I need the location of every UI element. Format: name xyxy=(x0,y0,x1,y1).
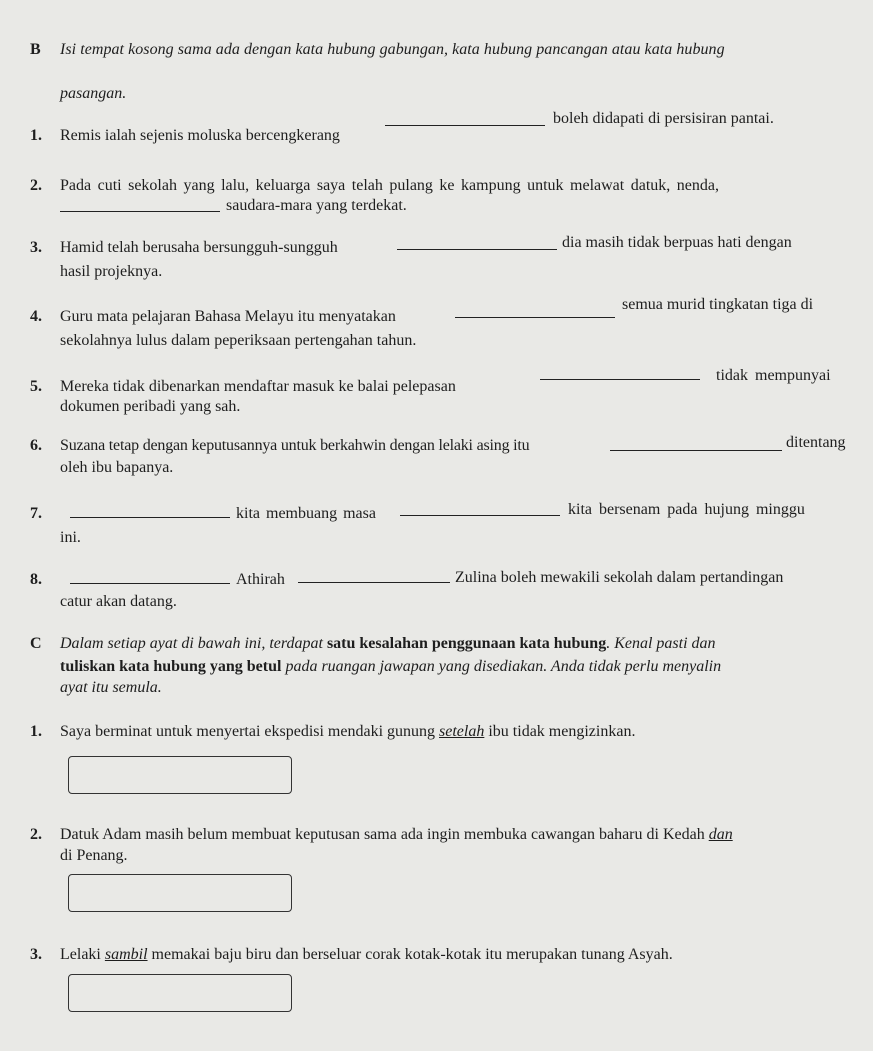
question-number: 1. xyxy=(30,723,42,740)
instruction-part: . Kenal pasti dan xyxy=(606,635,716,652)
answer-blank[interactable] xyxy=(540,379,700,380)
answer-blank[interactable] xyxy=(385,125,545,126)
question-text: Guru mata pelajaran Bahasa Melayu itu menyatakan xyxy=(60,308,396,325)
section-c-letter: C xyxy=(30,635,42,652)
question-text: dia masih tidak berpuas hati dengan xyxy=(562,234,792,251)
section-b-letter: B xyxy=(30,41,41,58)
answer-blank[interactable] xyxy=(70,517,230,518)
question-number: 6. xyxy=(30,437,42,454)
answer-blank[interactable] xyxy=(60,211,220,212)
answer-blank[interactable] xyxy=(400,515,560,516)
question-text-cont: ini. xyxy=(60,529,81,546)
question-text-cont: sekolahnya lulus dalam peperiksaan pertengahan tahun. xyxy=(60,332,417,349)
question-number: 3. xyxy=(30,946,42,963)
answer-blank[interactable] xyxy=(397,249,557,250)
question-text xyxy=(60,722,635,742)
underlined-conjunction: setelah xyxy=(439,723,485,740)
section-c-instruction-end: ayat itu semula. xyxy=(60,679,162,696)
question-text: boleh didapati di persisiran pantai. xyxy=(553,110,774,127)
question-text: tidak mempunyai xyxy=(716,367,831,384)
instruction-part: pada ruangan jawapan yang disediakan. Anda tidak perlu menyalin xyxy=(285,658,722,675)
question-text: Hamid telah berusaha bersungguh-sungguh xyxy=(60,239,338,256)
question-text: Suzana tetap dengan keputusannya untuk berkahwin dengan lelaki asing itu xyxy=(60,437,530,454)
question-number: 1. xyxy=(30,127,42,144)
question-text-cont: hasil projeknya. xyxy=(60,263,163,280)
section-b-instruction: Isi tempat kosong sama ada dengan kata hubung gabungan, kata hubung pancangan atau kata hubung xyxy=(60,41,725,58)
answer-box[interactable] xyxy=(68,756,292,794)
answer-box[interactable] xyxy=(68,974,292,1012)
underlined-conjunction: dan xyxy=(708,826,733,843)
answer-blank[interactable] xyxy=(610,450,782,451)
question-text xyxy=(60,825,733,845)
question-number: 8. xyxy=(30,571,42,588)
question-text: Remis ialah sejenis moluska bercengkerang xyxy=(60,127,340,144)
answer-box[interactable] xyxy=(68,874,292,912)
question-text: kita membuang masa xyxy=(236,505,376,522)
text-part: memakai baju biru dan berseluar corak kotak-kotak itu merupakan tunang Asyah. xyxy=(151,946,673,963)
question-text: Pada cuti sekolah yang lalu, keluarga saya telah pulang ke kampung untuk melawat datuk, nenda, xyxy=(60,177,719,194)
question-text-cont: catur akan datang. xyxy=(60,593,177,610)
question-text: saudara-mara yang terdekat. xyxy=(226,197,407,214)
answer-blank[interactable] xyxy=(70,583,230,584)
section-c-instruction-cont xyxy=(60,657,721,677)
section-c-instruction xyxy=(60,634,716,654)
answer-blank[interactable] xyxy=(298,582,450,583)
instruction-bold: satu kesalahan penggunaan kata hubung xyxy=(326,635,607,652)
question-text: kita bersenam pada hujung minggu xyxy=(568,501,805,518)
answer-blank[interactable] xyxy=(455,317,615,318)
question-text: ditentang xyxy=(786,434,846,451)
question-text: semua murid tingkatan tiga di xyxy=(622,296,814,313)
question-text-cont: oleh ibu bapanya. xyxy=(60,459,174,476)
question-text-cont: dokumen peribadi yang sah. xyxy=(60,398,241,415)
section-b-instruction-cont: pasangan. xyxy=(60,85,127,102)
question-number: 7. xyxy=(30,505,42,522)
question-number: 2. xyxy=(30,177,42,194)
question-number: 5. xyxy=(30,378,42,395)
question-text xyxy=(60,945,673,965)
question-number: 3. xyxy=(30,239,42,256)
question-text: Zulina boleh mewakili sekolah dalam pertandingan xyxy=(455,569,784,586)
question-text-cont: di Penang. xyxy=(60,847,128,864)
question-text: Athirah xyxy=(236,571,285,588)
instruction-bold: tuliskan kata hubung yang betul xyxy=(60,658,282,675)
instruction-part: Dalam setiap ayat di bawah ini, terdapat xyxy=(60,635,323,652)
text-part: ibu tidak mengizinkan. xyxy=(488,723,636,740)
text-part: Lelaki xyxy=(60,946,101,963)
text-part: Saya berminat untuk menyertai ekspedisi mendaki gunung xyxy=(60,723,436,740)
underlined-conjunction: sambil xyxy=(104,946,148,963)
question-number: 4. xyxy=(30,308,42,325)
text-part: Datuk Adam masih belum membuat keputusan sama ada ingin membuka cawangan baharu di Kedah xyxy=(60,826,705,843)
question-text: Mereka tidak dibenarkan mendaftar masuk ke balai pelepasan xyxy=(60,378,456,395)
question-number: 2. xyxy=(30,826,42,843)
